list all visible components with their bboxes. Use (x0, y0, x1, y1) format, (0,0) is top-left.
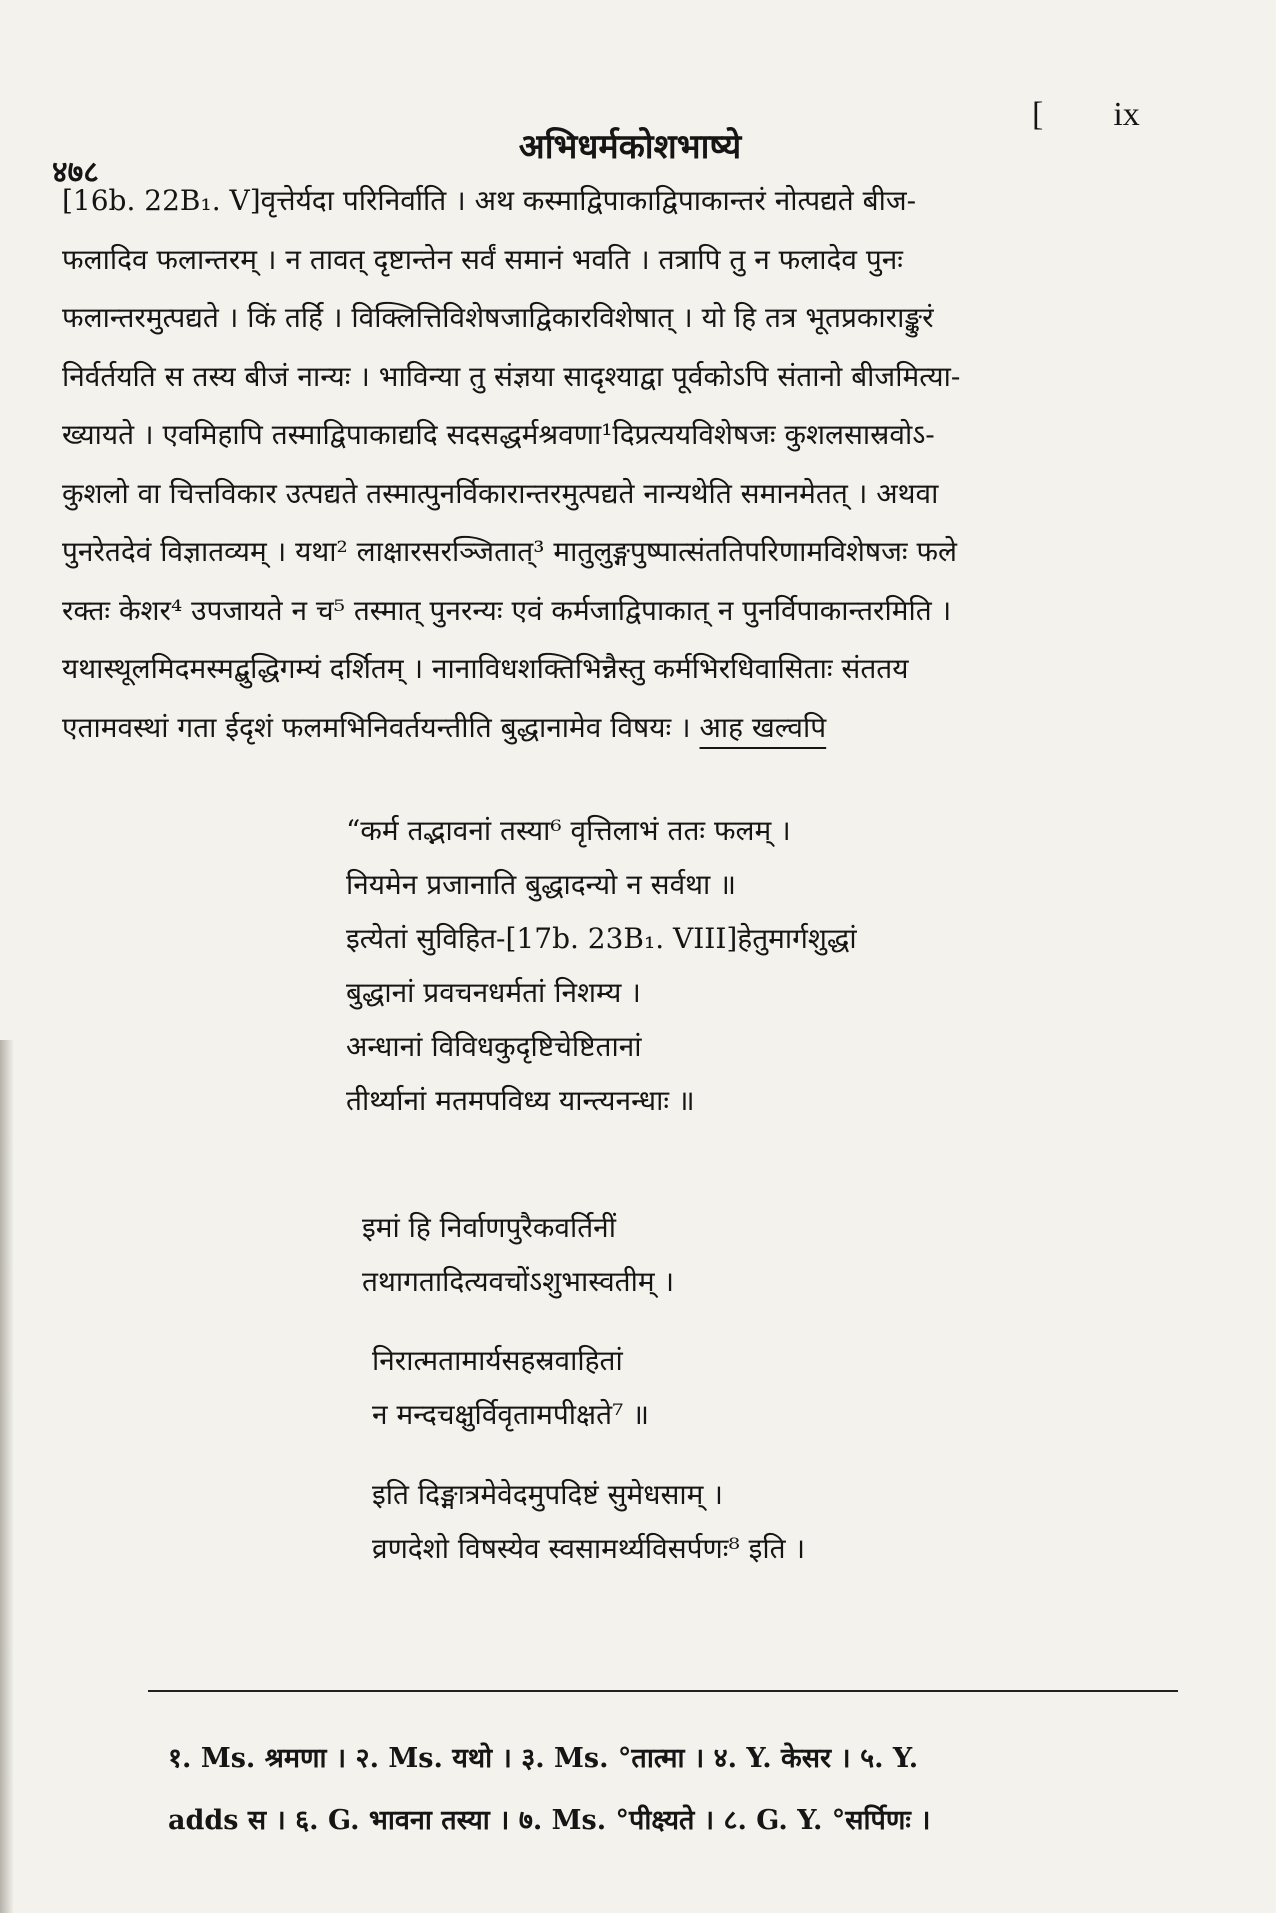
prose-block (62, 172, 1142, 757)
verse-line: निरात्मतामार्यसहस्रवाहितां (372, 1344, 623, 1377)
footnote-line: १. Ms. श्रमणा । २. Ms. यथो । ३. Ms. °तात्मा । ४. Y. केसर । ५. Y. (168, 1743, 919, 1774)
prose-line: ख्यायते । एवमिहापि तस्माद्विपाकाद्यदि सदसद्धर्मश्रवणा¹दिप्रत्ययविशेषजः कुशलसास्रवोऽ- (62, 418, 935, 451)
verse-line: नियमेन प्रजानाति बुद्धादन्यो न सर्वथा ॥ (346, 868, 736, 901)
footnotes (168, 1728, 1208, 1852)
bracket: [ (1032, 96, 1044, 133)
verse-block-c (372, 1334, 649, 1442)
verse-line: बुद्धानां प्रवचनधर्मतां निशम्य । (346, 976, 641, 1009)
prose-line: निर्वर्तयति स तस्य बीजं नान्यः । भाविन्या तु संज्ञया सादृश्याद्वा पूर्वकोऽपि संतानो बीजमित्या- (62, 359, 961, 393)
roman-page-number: ix (1113, 96, 1140, 133)
verse-line: न मन्दचक्षुर्विवृतामपीक्षते⁷ ॥ (372, 1398, 649, 1431)
prose-line: फलादिव फलान्तरम् । न तावत् दृष्टान्तेन सर्वं समानं भवति । तत्रापि तु न फलादेव पुनः (62, 242, 903, 276)
prose-line: एतामवस्थां गता ईदृशं फलमभिनिवर्तयन्तीति बुद्धानामेव विषयः । (62, 710, 691, 744)
footnote-line: adds स । ६. G. भावना तस्या । ७. Ms. °पीक्ष्यते । ८. G. Y. °सर्पिणः । (168, 1805, 931, 1836)
verse-line: तीर्थ्यानां मतमपविध्य यान्त्यनन्धाः ॥ (346, 1084, 695, 1117)
binding-shadow (0, 1040, 14, 1913)
prose-line: यथास्थूलमिदमस्मद्बुद्धिगम्यं दर्शितम् । नानाविधशक्तिभिन्नैस्तु कर्मभिरधिवासिताः संततय (62, 652, 909, 685)
verse-line: तथागतादित्यवचोंऽशुभास्वतीम् । (362, 1265, 675, 1298)
verse-block-a (346, 804, 857, 1128)
verse-line: इत्येतां सुविहित-[17b. 23B₁. VIII]हेतुमार्गशुद्धां (346, 922, 857, 955)
prose-line: पुनरेतदेवं विज्ञातव्यम् । यथा² लाक्षारसरञ्जितात्³ मातुलुङ्गपुष्पात्संततिपरिणामविशेषजः फले (62, 535, 958, 568)
verse-line: अन्धानां विविधकुदृष्टिचेष्टितानां (346, 1030, 642, 1063)
verse-line: “कर्म तद्भावनां तस्या⁶ वृत्तिलाभं ततः फलम् । (346, 814, 791, 847)
prose-last-line (62, 699, 1142, 758)
page-number: ४७८ (52, 155, 99, 190)
verse-line: इमां हि निर्वाणपुरैकवर्तिनीं (362, 1211, 616, 1244)
footnote-divider (148, 1690, 1178, 1692)
verse-block-b (362, 1201, 674, 1309)
prose-line: रक्तः केशर⁴ उपजायते न च⁵ तस्मात् पुनरन्यः एवं कर्मजाद्विपाकात् न पुनर्विपाकान्तरमिति । (62, 593, 952, 627)
prose-closing-underlined: आह खल्वपि (699, 710, 827, 744)
prose-line: कुशलो वा चित्तविकार उत्पद्यते तस्मात्पुनर्विकारान्तरमुत्पद्यते नान्यथेति समानमेतत् । अथवा (62, 476, 939, 510)
verse-block-d (372, 1468, 805, 1576)
verse-line: व्रणदेशो विषस्येव स्वसामर्थ्यविसर्पणः⁸ इति । (372, 1532, 806, 1565)
signature-mark (962, 96, 1140, 134)
prose-line: फलान्तरमुत्पद्यते । किं तर्हि । विक्लित्तिविशेषजाद्विकारविशेषात् । यो हि तत्र भूतप्रकाराङ्कुरं (62, 301, 934, 334)
running-title: अभिधर्मकोशभाष्ये (518, 127, 742, 167)
verse-line: इति दिङ्मात्रमेवेदमुपदिष्टं सुमेधसाम् । (372, 1478, 723, 1511)
prose-line: [16b. 22B₁. V]वृत्तेर्यदा परिनिर्वाति । अथ कस्माद्विपाकाद्विपाकान्तरं नोत्पद्यते बीज- (62, 184, 917, 217)
